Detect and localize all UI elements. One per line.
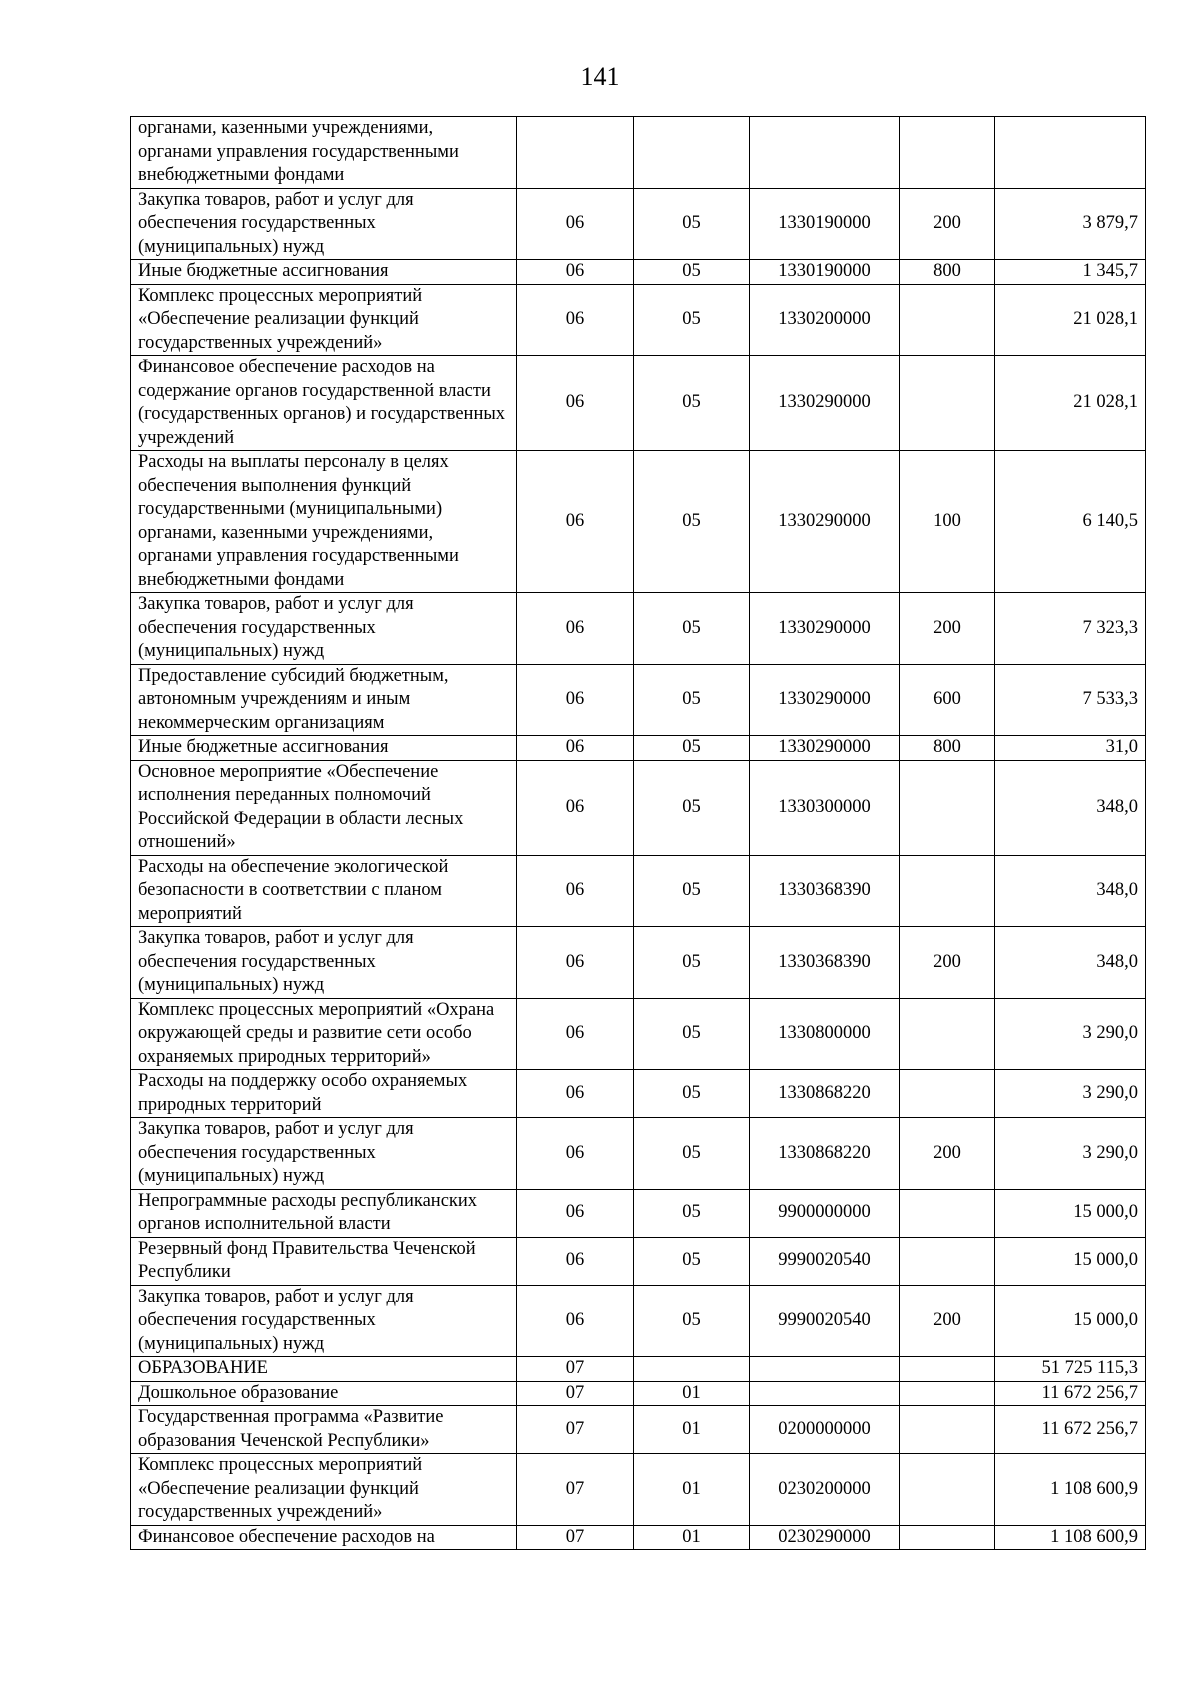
target-article-cell: 1330290000	[750, 593, 900, 665]
amount-cell: 348,0	[995, 927, 1146, 999]
table-row	[131, 855, 1146, 927]
expense-name-cell: Закупка товаров, работ и услуг для обеспечения государственных (муниципальных) нужд	[131, 1285, 517, 1357]
target-article-cell: 1330290000	[750, 664, 900, 736]
amount-cell: 3 290,0	[995, 998, 1146, 1070]
target-article-cell: 1330200000	[750, 284, 900, 356]
amount-cell: 3 290,0	[995, 1070, 1146, 1118]
subsection-code-cell: 05	[634, 998, 750, 1070]
section-code-cell: 07	[517, 1454, 634, 1526]
section-code-cell: 06	[517, 998, 634, 1070]
subsection-code-cell: 01	[634, 1454, 750, 1526]
target-article-cell: 0230200000	[750, 1454, 900, 1526]
table-row	[131, 593, 1146, 665]
expense-type-cell	[900, 1454, 995, 1526]
amount-cell: 348,0	[995, 855, 1146, 927]
target-article-cell: 1330368390	[750, 855, 900, 927]
section-code-cell: 06	[517, 1237, 634, 1285]
section-code-cell: 06	[517, 1118, 634, 1190]
subsection-code-cell: 05	[634, 927, 750, 999]
target-article-cell: 1330290000	[750, 356, 900, 451]
table-row	[131, 188, 1146, 260]
target-article-cell: 0230290000	[750, 1525, 900, 1550]
table-row	[131, 1406, 1146, 1454]
amount-cell: 3 879,7	[995, 188, 1146, 260]
amount-cell: 3 290,0	[995, 1118, 1146, 1190]
target-article-cell: 9990020540	[750, 1237, 900, 1285]
amount-cell	[995, 117, 1146, 189]
subsection-code-cell: 05	[634, 593, 750, 665]
section-code-cell: 06	[517, 451, 634, 593]
table-row	[131, 451, 1146, 593]
subsection-code-cell: 05	[634, 736, 750, 761]
amount-cell: 15 000,0	[995, 1189, 1146, 1237]
table-row	[131, 1357, 1146, 1382]
expense-name-cell: Закупка товаров, работ и услуг для обеспечения государственных (муниципальных) нужд	[131, 1118, 517, 1190]
expense-type-cell	[900, 1381, 995, 1406]
amount-cell: 11 672 256,7	[995, 1381, 1146, 1406]
table-row	[131, 998, 1146, 1070]
amount-cell: 15 000,0	[995, 1237, 1146, 1285]
expense-type-cell	[900, 117, 995, 189]
section-code-cell: 06	[517, 1070, 634, 1118]
section-code-cell: 06	[517, 664, 634, 736]
expense-name-cell: Финансовое обеспечение расходов на	[131, 1525, 517, 1550]
expense-type-cell: 100	[900, 451, 995, 593]
table-row	[131, 1237, 1146, 1285]
target-article-cell	[750, 1357, 900, 1382]
expense-type-cell: 800	[900, 260, 995, 285]
expense-type-cell: 200	[900, 188, 995, 260]
table-row	[131, 1118, 1146, 1190]
amount-cell: 348,0	[995, 760, 1146, 855]
amount-cell: 7 533,3	[995, 664, 1146, 736]
table-row	[131, 1070, 1146, 1118]
target-article-cell: 1330190000	[750, 188, 900, 260]
expense-name-cell: Предоставление субсидий бюджетным, автономным учреждениям и иным некоммерческим организациям	[131, 664, 517, 736]
section-code-cell: 06	[517, 260, 634, 285]
amount-cell: 7 323,3	[995, 593, 1146, 665]
target-article-cell: 9990020540	[750, 1285, 900, 1357]
expense-type-cell	[900, 284, 995, 356]
subsection-code-cell: 01	[634, 1525, 750, 1550]
section-code-cell: 06	[517, 284, 634, 356]
expense-name-cell: Непрограммные расходы республиканских органов исполнительной власти	[131, 1189, 517, 1237]
expense-type-cell	[900, 760, 995, 855]
expense-name-cell: Комплекс процессных мероприятий «Обеспечение реализации функций государственных учреждений»	[131, 1454, 517, 1526]
expense-type-cell: 200	[900, 927, 995, 999]
section-code-cell: 06	[517, 760, 634, 855]
target-article-cell	[750, 117, 900, 189]
expense-type-cell: 200	[900, 1118, 995, 1190]
expense-type-cell: 800	[900, 736, 995, 761]
subsection-code-cell: 01	[634, 1406, 750, 1454]
amount-cell: 1 108 600,9	[995, 1454, 1146, 1526]
target-article-cell: 1330300000	[750, 760, 900, 855]
expense-type-cell	[900, 1525, 995, 1550]
table-row	[131, 1381, 1146, 1406]
expense-name-cell: Комплекс процессных мероприятий «Охрана окружающей среды и развитие сети особо охраняемых природных территорий»	[131, 998, 517, 1070]
target-article-cell: 0200000000	[750, 1406, 900, 1454]
subsection-code-cell: 05	[634, 1070, 750, 1118]
section-code-cell: 06	[517, 927, 634, 999]
expense-name-cell: ОБРАЗОВАНИЕ	[131, 1357, 517, 1382]
section-code-cell: 07	[517, 1381, 634, 1406]
page-number: 141	[580, 62, 620, 91]
expense-type-cell: 200	[900, 593, 995, 665]
table-row	[131, 1525, 1146, 1550]
table-row	[131, 260, 1146, 285]
amount-cell: 6 140,5	[995, 451, 1146, 593]
target-article-cell: 1330368390	[750, 927, 900, 999]
table-row	[131, 760, 1146, 855]
subsection-code-cell: 05	[634, 1237, 750, 1285]
subsection-code-cell	[634, 117, 750, 189]
table-row	[131, 284, 1146, 356]
section-code-cell: 07	[517, 1406, 634, 1454]
subsection-code-cell: 05	[634, 188, 750, 260]
subsection-code-cell: 05	[634, 1118, 750, 1190]
expense-type-cell	[900, 1189, 995, 1237]
target-article-cell: 1330800000	[750, 998, 900, 1070]
subsection-code-cell: 05	[634, 855, 750, 927]
amount-cell: 1 108 600,9	[995, 1525, 1146, 1550]
amount-cell: 21 028,1	[995, 284, 1146, 356]
section-code-cell: 06	[517, 1189, 634, 1237]
subsection-code-cell: 05	[634, 260, 750, 285]
expense-type-cell	[900, 855, 995, 927]
amount-cell: 51 725 115,3	[995, 1357, 1146, 1382]
target-article-cell: 1330190000	[750, 260, 900, 285]
expense-type-cell	[900, 1070, 995, 1118]
table-row	[131, 1285, 1146, 1357]
expense-name-cell: Расходы на поддержку особо охраняемых природных территорий	[131, 1070, 517, 1118]
section-code-cell: 06	[517, 188, 634, 260]
subsection-code-cell: 05	[634, 451, 750, 593]
expense-type-cell	[900, 1406, 995, 1454]
expense-name-cell: Основное мероприятие «Обеспечение исполнения переданных полномочий Российской Федерации в области лесных отношений»	[131, 760, 517, 855]
amount-cell: 31,0	[995, 736, 1146, 761]
amount-cell: 21 028,1	[995, 356, 1146, 451]
section-code-cell: 06	[517, 356, 634, 451]
amount-cell: 11 672 256,7	[995, 1406, 1146, 1454]
section-code-cell: 06	[517, 855, 634, 927]
expense-type-cell	[900, 1357, 995, 1382]
section-code-cell	[517, 117, 634, 189]
section-code-cell: 07	[517, 1525, 634, 1550]
expense-type-cell: 200	[900, 1285, 995, 1357]
table-row	[131, 1189, 1146, 1237]
expense-type-cell: 600	[900, 664, 995, 736]
budget-table	[130, 116, 1146, 1550]
section-code-cell: 06	[517, 1285, 634, 1357]
target-article-cell	[750, 1381, 900, 1406]
expense-name-cell: Иные бюджетные ассигнования	[131, 260, 517, 285]
section-code-cell: 07	[517, 1357, 634, 1382]
expense-name-cell: Государственная программа «Развитие образования Чеченской Республики»	[131, 1406, 517, 1454]
subsection-code-cell: 05	[634, 1285, 750, 1357]
table-row	[131, 927, 1146, 999]
amount-cell: 15 000,0	[995, 1285, 1146, 1357]
expense-name-cell: Расходы на обеспечение экологической безопасности в соответствии с планом мероприятий	[131, 855, 517, 927]
expense-name-cell: Закупка товаров, работ и услуг для обеспечения государственных (муниципальных) нужд	[131, 188, 517, 260]
subsection-code-cell: 05	[634, 1189, 750, 1237]
table-row	[131, 664, 1146, 736]
section-code-cell: 06	[517, 593, 634, 665]
table-row	[131, 356, 1146, 451]
amount-cell: 1 345,7	[995, 260, 1146, 285]
target-article-cell: 1330868220	[750, 1070, 900, 1118]
target-article-cell: 9900000000	[750, 1189, 900, 1237]
subsection-code-cell: 05	[634, 284, 750, 356]
expense-name-cell: Иные бюджетные ассигнования	[131, 736, 517, 761]
target-article-cell: 1330290000	[750, 451, 900, 593]
expense-name-cell: Резервный фонд Правительства Чеченской Республики	[131, 1237, 517, 1285]
expense-name-cell: Дошкольное образование	[131, 1381, 517, 1406]
expense-name-cell: Закупка товаров, работ и услуг для обеспечения государственных (муниципальных) нужд	[131, 927, 517, 999]
subsection-code-cell: 05	[634, 664, 750, 736]
table-body	[131, 117, 1146, 1550]
expense-name-cell: Закупка товаров, работ и услуг для обеспечения государственных (муниципальных) нужд	[131, 593, 517, 665]
section-code-cell: 06	[517, 736, 634, 761]
expense-type-cell	[900, 1237, 995, 1285]
subsection-code-cell: 05	[634, 356, 750, 451]
target-article-cell: 1330868220	[750, 1118, 900, 1190]
expense-type-cell	[900, 356, 995, 451]
table-row	[131, 736, 1146, 761]
expense-name-cell: Расходы на выплаты персоналу в целях обеспечения выполнения функций государственными (муниципальными) органами, казенными учреждениями, органами управления государственными внебюджетными фондами	[131, 451, 517, 593]
subsection-code-cell: 01	[634, 1381, 750, 1406]
table-row	[131, 117, 1146, 189]
expense-type-cell	[900, 998, 995, 1070]
subsection-code-cell: 05	[634, 760, 750, 855]
expense-name-cell: органами, казенными учреждениями, органами управления государственными внебюджетными фондами	[131, 117, 517, 189]
subsection-code-cell	[634, 1357, 750, 1382]
table-row	[131, 1454, 1146, 1526]
expense-name-cell: Комплекс процессных мероприятий «Обеспечение реализации функций государственных учреждений»	[131, 284, 517, 356]
expense-name-cell: Финансовое обеспечение расходов на содержание органов государственной власти (государственных органов) и государственных учреждений	[131, 356, 517, 451]
target-article-cell: 1330290000	[750, 736, 900, 761]
